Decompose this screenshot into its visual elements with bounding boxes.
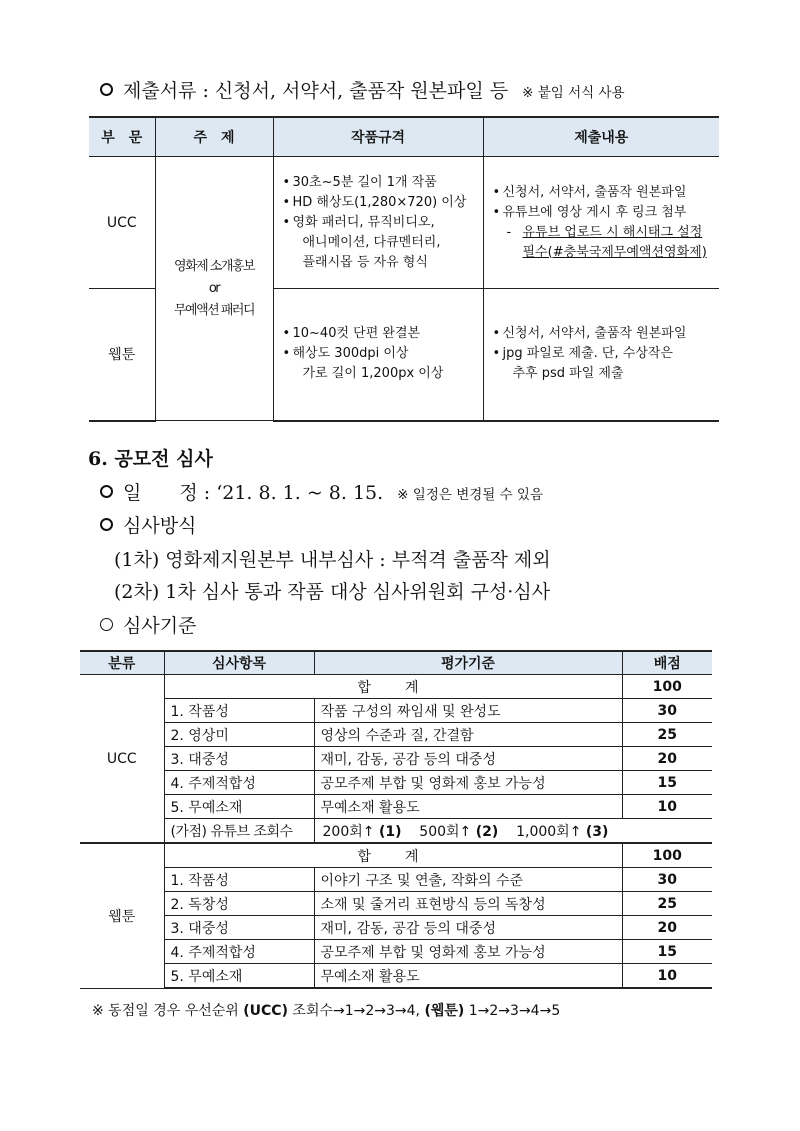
- item-criteria: 공모주제 부합 및 영화제 홍보 가능성: [314, 771, 622, 795]
- spec-item-cont: 가로 길이 1,200px 이상: [302, 366, 444, 382]
- item-name: 1. 작품성: [164, 699, 314, 723]
- schedule-note: ※ 일정은 변경될 수 있음: [397, 487, 544, 503]
- part-cell: 웹툰: [89, 289, 155, 421]
- submission-docs-label: 제출서류 : 신청서, 서약서, 출품작 원본파일 등: [123, 80, 509, 102]
- submission-cell: [483, 157, 719, 289]
- item-criteria: 무예소재 활용도: [314, 795, 622, 819]
- spec-item-cont: 애니메이션, 다큐멘터리,: [302, 234, 441, 250]
- bonus-row: [80, 819, 712, 844]
- criteria-label: 심사기준: [123, 615, 197, 637]
- spec-item: • 영화 패러디, 뮤직비디오,: [283, 213, 482, 233]
- table-row: [80, 916, 712, 940]
- item-score: 10: [622, 964, 712, 989]
- submission-cell: [483, 289, 719, 421]
- item-name: 3. 대중성: [164, 747, 314, 771]
- submission-item: • 유튜브에 영상 게시 후 링크 첨부: [493, 203, 719, 223]
- category-ucc: UCC: [80, 675, 164, 844]
- bonus-500: 500회↑: [419, 823, 472, 840]
- ucc-total-row: [80, 675, 712, 699]
- schedule-line: [100, 478, 543, 505]
- item-criteria: 공모주제 부합 및 영화제 홍보 가능성: [314, 940, 622, 964]
- table-row: [80, 940, 712, 964]
- spec-item: • 10~40컷 단편 완결본: [283, 324, 482, 344]
- entry-spec-header-row: [89, 117, 719, 157]
- table-row: [80, 964, 712, 989]
- table-row: [80, 747, 712, 771]
- table-row: [80, 868, 712, 892]
- header-score: 배점: [622, 651, 712, 675]
- total-label: 합 계: [164, 843, 622, 868]
- item-name: 5. 무예소재: [164, 964, 314, 989]
- table-row: [80, 795, 712, 819]
- footnote-webtoon: (웹툰): [424, 1003, 465, 1019]
- tiebreak-footnote: [92, 1000, 560, 1020]
- entry-spec-table: [89, 116, 719, 422]
- item-name: 2. 영상미: [164, 723, 314, 747]
- bonus-values: [314, 819, 712, 844]
- spec-cell: [273, 157, 483, 289]
- item-criteria: 이야기 구조 및 연출, 작화의 수준: [314, 868, 622, 892]
- bonus-500-pts: (2): [475, 823, 499, 840]
- header-part: 부 문: [89, 117, 155, 157]
- header-subject: 주 제: [155, 117, 273, 157]
- footnote-ucc: (UCC): [243, 1003, 288, 1019]
- item-name: 5. 무예소재: [164, 795, 314, 819]
- header-criteria: 평가기준: [314, 651, 622, 675]
- bonus-1000: 1,000회↑: [516, 823, 582, 840]
- spec-item: • HD 해상도(1,280×720) 이상: [283, 193, 482, 213]
- item-score: 25: [622, 723, 712, 747]
- table-row: [80, 771, 712, 795]
- header-category: 분류: [80, 651, 164, 675]
- item-name: 2. 독창성: [164, 892, 314, 916]
- spec-cell: [273, 289, 483, 421]
- subject-line1: 영화제 소개홍보: [173, 258, 255, 274]
- header-spec: 작품규격: [273, 117, 483, 157]
- criteria-line: [100, 611, 196, 638]
- schedule-label: 일 정 : ‘21. 8. 1. ~ 8. 15.: [123, 482, 384, 504]
- submission-item: • 신청서, 서약서, 출품작 원본파일: [493, 183, 719, 203]
- total-score: 100: [622, 843, 712, 868]
- total-score: 100: [622, 675, 712, 699]
- footnote-prefix: ※ 동점일 경우 우선순위: [92, 1003, 239, 1019]
- method-label: 심사방식: [123, 515, 197, 537]
- spec-item-cont: 플래시몹 등 자유 형식: [302, 254, 428, 270]
- item-score: 25: [622, 892, 712, 916]
- item-score: 15: [622, 771, 712, 795]
- bonus-200-pts: (1): [378, 823, 402, 840]
- bonus-name: (가점) 유튜브 조회수: [164, 819, 314, 844]
- header-submission: 제출내용: [483, 117, 719, 157]
- spec-item: • 30초~5분 길이 1개 작품: [283, 173, 482, 193]
- submission-hashtag-note: - 유튜브 업로드 시 해시태그 설정: [493, 223, 719, 243]
- item-criteria: 작품 구성의 짜임새 및 완성도: [314, 699, 622, 723]
- evaluation-table: [80, 650, 712, 989]
- circle-bullet-icon: [100, 485, 113, 498]
- item-criteria: 재미, 감동, 공감 등의 대중성: [314, 916, 622, 940]
- method-step-2: (2차) 1차 심사 통과 작품 대상 심사위원회 구성·심사: [114, 581, 551, 603]
- item-score: 15: [622, 940, 712, 964]
- webtoon-total-row: [80, 843, 712, 868]
- item-score: 30: [622, 868, 712, 892]
- item-criteria: 재미, 감동, 공감 등의 대중성: [314, 747, 622, 771]
- item-criteria: 소재 및 줄거리 표현방식 등의 독창성: [314, 892, 622, 916]
- table-row: [80, 723, 712, 747]
- method-line: [100, 511, 196, 538]
- total-label: 합 계: [164, 675, 622, 699]
- spec-item: • 해상도 300dpi 이상: [283, 344, 482, 364]
- item-criteria: 무예소재 활용도: [314, 964, 622, 989]
- submission-item: • 신청서, 서약서, 출품작 원본파일: [493, 324, 719, 344]
- submission-docs-note: ※ 붙임 서식 사용: [522, 85, 625, 101]
- item-score: 30: [622, 699, 712, 723]
- item-name: 4. 주제적합성: [164, 940, 314, 964]
- part-cell: UCC: [89, 157, 155, 289]
- submission-docs-line: [100, 76, 625, 103]
- bonus-200: 200회↑: [322, 823, 375, 840]
- evaluation-header-row: [80, 651, 712, 675]
- item-criteria: 영상의 수준과 질, 간결함: [314, 723, 622, 747]
- subject-line2: 무예액션 패러디: [173, 302, 255, 318]
- entry-spec-row-ucc: [89, 157, 719, 289]
- item-score: 10: [622, 795, 712, 819]
- circle-bullet-icon: [100, 83, 113, 96]
- table-row: [80, 699, 712, 723]
- submission-hashtag: 필수(#충북국제무예액션영화제): [522, 244, 707, 260]
- bonus-1000-pts: (3): [585, 823, 609, 840]
- section-6-title: 6. 공모전 심사: [88, 448, 213, 470]
- submission-item: • jpg 파일로 제출. 단, 수상작은: [493, 344, 719, 364]
- table-row: [80, 892, 712, 916]
- item-name: 3. 대중성: [164, 916, 314, 940]
- footnote-webtoon-order: 1→2→3→4→5: [468, 1003, 561, 1019]
- category-webtoon: 웹툰: [80, 843, 164, 988]
- subject-cell: [155, 157, 273, 421]
- submission-item-cont: 추후 psd 파일 제출: [512, 366, 624, 382]
- footnote-ucc-order: 조회수→1→2→3→4,: [292, 1003, 420, 1019]
- item-score: 20: [622, 916, 712, 940]
- subject-or: or: [208, 280, 220, 296]
- item-name: 1. 작품성: [164, 868, 314, 892]
- item-score: 20: [622, 747, 712, 771]
- method-step-1: (1차) 영화제지원본부 내부심사 : 부적격 출품작 제외: [114, 549, 551, 571]
- hollow-circle-bullet-icon: [100, 618, 113, 631]
- circle-bullet-icon: [100, 518, 113, 531]
- item-name: 4. 주제적합성: [164, 771, 314, 795]
- header-item: 심사항목: [164, 651, 314, 675]
